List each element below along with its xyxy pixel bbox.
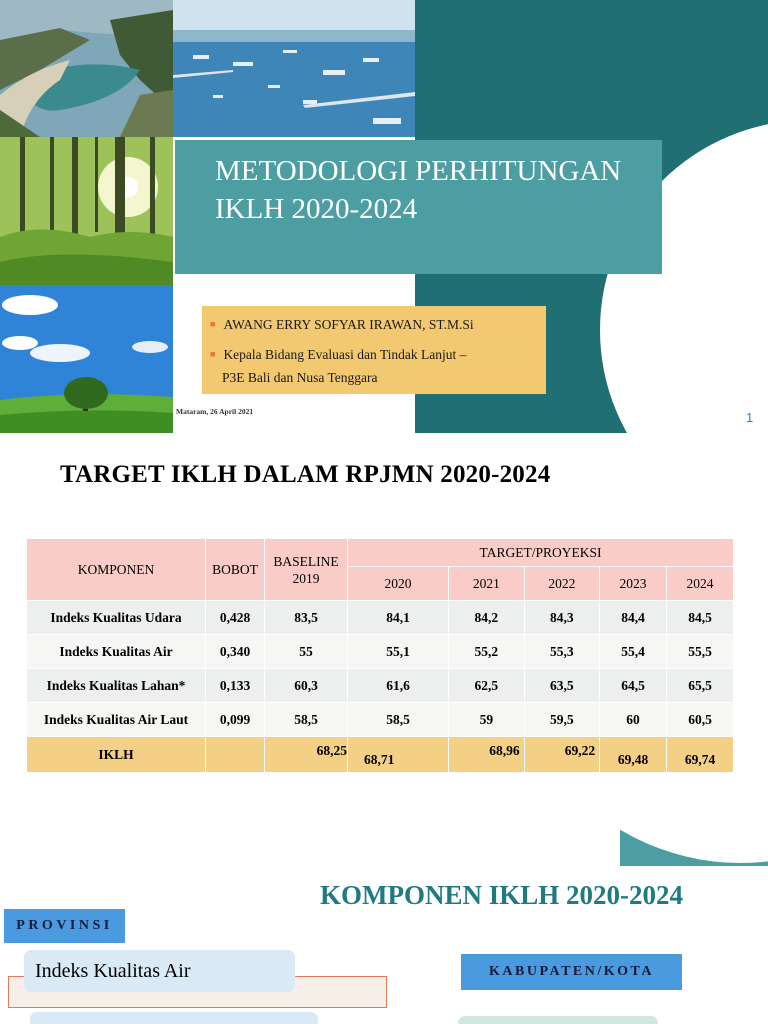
cell-komponen: Indeks Kualitas Air Laut	[27, 703, 206, 737]
table-row	[27, 635, 734, 669]
slide-title: METODOLOGI PERHITUNGAN IKLH 2020-2024	[215, 155, 622, 225]
provinsi-label: PROVINSI	[4, 909, 125, 943]
header-year: 2020	[348, 567, 449, 601]
cell-value: 59	[449, 703, 524, 737]
cell-total-baseline: 68,25	[265, 737, 348, 773]
header-year: 2024	[667, 567, 734, 601]
bullet-icon: ■	[210, 349, 216, 359]
cell-value: 55,4	[600, 635, 667, 669]
header-year: 2021	[449, 567, 524, 601]
cell-value: 61,6	[348, 669, 449, 703]
slide-title: KOMPONEN IKLH 2020-2024	[320, 880, 683, 910]
cell-value: 55,3	[524, 635, 599, 669]
cell-value: 62,5	[449, 669, 524, 703]
cell-value: 58,5	[348, 703, 449, 737]
bullet-icon: ■	[210, 319, 216, 329]
cell-total-name: IKLH	[27, 737, 206, 773]
cell-value: 64,5	[600, 669, 667, 703]
field-tree-photo	[0, 285, 173, 433]
cell-value: 59,5	[524, 703, 599, 737]
page-number: 1	[746, 410, 754, 425]
cell-komponen: Indeks Kualitas Lahan*	[27, 669, 206, 703]
cell-value: 63,5	[524, 669, 599, 703]
table-row	[27, 601, 734, 635]
forest-photo	[0, 137, 173, 285]
provinsi-item-next	[30, 1012, 318, 1024]
presenter-office: P3E Bali dan Nusa Tenggara	[222, 370, 378, 385]
header-baseline	[265, 539, 348, 601]
cell-value: 55,5	[667, 635, 734, 669]
header-baseline-label: BASELINE	[273, 553, 339, 569]
table-header-row	[27, 539, 734, 567]
cell-value: 84,1	[348, 601, 449, 635]
cell-value: 84,5	[667, 601, 734, 635]
slide-title: TARGET IKLH DALAM RPJMN 2020-2024	[60, 461, 551, 488]
presenter-name: AWANG ERRY SOFYAR IRAWAN, ST.M.Si	[223, 317, 474, 332]
header-komponen: KOMPONEN	[27, 539, 206, 601]
presenter-name-line	[210, 317, 474, 333]
cell-komponen: Indeks Kualitas Udara	[27, 601, 206, 635]
cell-baseline: 58,5	[265, 703, 348, 737]
harbour-photo	[173, 0, 415, 137]
table-row	[27, 703, 734, 737]
cell-total-value: 68,96	[449, 737, 524, 773]
header-bobot: BOBOT	[206, 539, 265, 601]
cell-value: 60,5	[667, 703, 734, 737]
header-baseline-year: 2019	[292, 570, 320, 586]
cell-bobot: 0,133	[206, 669, 265, 703]
cell-baseline: 60,3	[265, 669, 348, 703]
header-target: TARGET/PROYEKSI	[348, 539, 734, 567]
cell-total-value: 69,22	[524, 737, 599, 773]
table-total-row	[27, 737, 734, 773]
iklh-target-table	[26, 538, 734, 773]
presenter-position: Kepala Bidang Evaluasi dan Tindak Lanjut –	[223, 347, 467, 362]
presenter-position-line	[210, 347, 466, 363]
provinsi-item-air: Indeks Kualitas Air	[24, 950, 295, 992]
kabupaten-item	[458, 1016, 658, 1024]
cell-total-bobot	[206, 737, 265, 773]
cell-value: 84,4	[600, 601, 667, 635]
header-year: 2022	[524, 567, 599, 601]
cell-value: 55,2	[449, 635, 524, 669]
cell-total-value: 69,74	[667, 737, 734, 773]
slide-3	[0, 866, 768, 1024]
cell-baseline: 83,5	[265, 601, 348, 635]
kabupaten-label: KABUPATEN/KOTA	[461, 954, 682, 990]
cell-value: 60	[600, 703, 667, 737]
presentation-date: Mataram, 26 April 2021	[176, 407, 254, 416]
cell-value: 84,2	[449, 601, 524, 635]
cell-bobot: 0,340	[206, 635, 265, 669]
cell-bobot: 0,099	[206, 703, 265, 737]
cell-value: 84,3	[524, 601, 599, 635]
table-row	[27, 669, 734, 703]
cell-komponen: Indeks Kualitas Air	[27, 635, 206, 669]
cell-baseline: 55	[265, 635, 348, 669]
cell-value: 65,5	[667, 669, 734, 703]
slide-1	[0, 0, 768, 433]
slide-2	[0, 433, 768, 866]
cell-bobot: 0,428	[206, 601, 265, 635]
cell-total-value: 68,71	[348, 737, 449, 773]
header-year: 2023	[600, 567, 667, 601]
cell-total-value: 69,48	[600, 737, 667, 773]
river-photo	[0, 0, 173, 137]
cell-value: 55,1	[348, 635, 449, 669]
